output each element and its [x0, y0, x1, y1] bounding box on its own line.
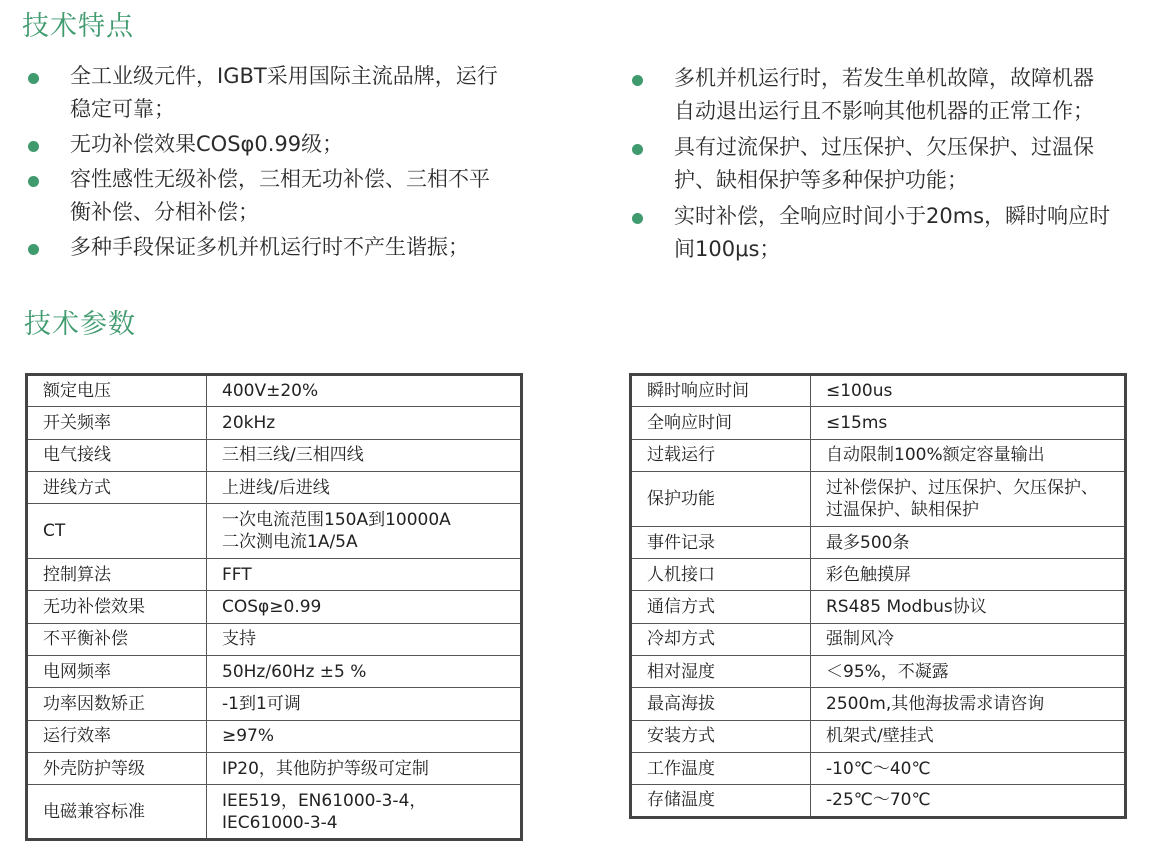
feature-text-line: 全工业级元件，IGBT采用国际主流品牌，运行 — [70, 64, 498, 88]
param-value — [811, 526, 1126, 558]
param-value — [207, 720, 522, 752]
param-value — [207, 688, 522, 720]
param-value-line: 彩色触摸屏 — [826, 564, 911, 585]
table-row — [631, 688, 1126, 720]
feature-text-line: 多机并机运行时，若发生单机故障，故障机器 — [674, 66, 1094, 90]
param-value-line: -10℃～40℃ — [826, 758, 931, 779]
table-row — [631, 720, 1126, 752]
param-name: 电气接线 — [27, 439, 207, 471]
param-value — [207, 471, 522, 503]
param-name: 瞬时响应时间 — [631, 375, 811, 407]
param-value-line: 三相三线/三相四线 — [222, 445, 364, 466]
param-value-line: ≤15ms — [826, 412, 888, 433]
param-value — [811, 591, 1126, 623]
param-value — [811, 720, 1126, 752]
feature-item — [28, 163, 548, 229]
feature-text-line: 护、缺相保护等多种保护功能； — [674, 168, 968, 192]
bullet-icon — [28, 244, 39, 255]
param-value-line: IEE519，EN61000-3-4， — [222, 790, 427, 811]
features-heading: 技术特点 — [22, 11, 134, 42]
param-value — [207, 439, 522, 471]
param-name: 过载运行 — [631, 439, 811, 471]
param-name: 功率因数矫正 — [27, 688, 207, 720]
param-name: 全响应时间 — [631, 407, 811, 439]
param-value — [207, 559, 522, 591]
param-name: CT — [27, 504, 207, 559]
features-list-right — [632, 62, 1147, 269]
table-row — [27, 375, 522, 407]
feature-text-line: 具有过流保护、过压保护、欠压保护、过温保 — [674, 135, 1094, 159]
bullet-icon — [632, 75, 643, 86]
param-name: 人机接口 — [631, 559, 811, 591]
param-value-line: 过温保护、缺相保护 — [826, 499, 979, 520]
param-value-line: 自动限制100%额定容量输出 — [826, 445, 1045, 466]
table-row — [27, 559, 522, 591]
table-row — [27, 504, 522, 559]
table-row — [631, 439, 1126, 471]
param-name: 通信方式 — [631, 591, 811, 623]
param-value-line: 过补偿保护、过压保护、欠压保护、 — [826, 477, 1098, 498]
param-value-line: -25℃～70℃ — [826, 790, 931, 811]
param-name: 电网频率 — [27, 656, 207, 688]
param-value-line: IP20，其他防护等级可定制 — [222, 758, 429, 779]
param-value — [207, 785, 522, 840]
param-value — [207, 752, 522, 784]
param-value — [811, 656, 1126, 688]
feature-text-line: 稳定可靠； — [70, 97, 175, 121]
param-name: 控制算法 — [27, 559, 207, 591]
param-value — [811, 439, 1126, 471]
param-name: 安装方式 — [631, 720, 811, 752]
table-row — [631, 407, 1126, 439]
table-row — [631, 785, 1126, 817]
params-heading: 技术参数 — [24, 309, 136, 340]
table-row — [631, 656, 1126, 688]
param-name: 事件记录 — [631, 526, 811, 558]
param-value-line: 一次电流范围150A到10000A — [222, 510, 451, 531]
param-value-line: RS485 Modbus协议 — [826, 597, 987, 618]
param-value — [207, 504, 522, 559]
param-name: 存储温度 — [631, 785, 811, 817]
feature-item — [28, 60, 548, 126]
param-name: 不平衡补偿 — [27, 623, 207, 655]
param-value — [207, 591, 522, 623]
param-value — [207, 407, 522, 439]
param-value — [811, 752, 1126, 784]
param-name: 额定电压 — [27, 375, 207, 407]
feature-text-line: 自动退出运行且不影响其他机器的正常工作； — [674, 99, 1094, 123]
param-name: 相对湿度 — [631, 656, 811, 688]
feature-item — [632, 200, 1147, 266]
param-value-line: ＜95%，不凝露 — [826, 661, 949, 682]
feature-item — [632, 62, 1147, 128]
feature-item — [632, 131, 1147, 197]
feature-text-line: 无功补偿效果COSφ0.99级； — [70, 132, 344, 156]
param-value-line: 上进线/后进线 — [222, 477, 330, 498]
param-value-line: IEC61000-3-4 — [222, 812, 338, 833]
param-value-line: 二次测电流1A/5A — [222, 532, 358, 553]
feature-text-line: 间100μs； — [674, 237, 781, 261]
param-value-line: 机架式/壁挂式 — [826, 726, 934, 747]
table-row — [631, 591, 1126, 623]
bullet-icon — [28, 176, 39, 187]
param-name: 工作温度 — [631, 752, 811, 784]
feature-item — [28, 128, 548, 161]
param-name: 无功补偿效果 — [27, 591, 207, 623]
table-row — [27, 591, 522, 623]
table-row — [631, 623, 1126, 655]
feature-text-line: 实时补偿，全响应时间小于20ms，瞬时响应时 — [674, 204, 1111, 228]
table-row — [27, 439, 522, 471]
params-table-left — [25, 373, 523, 841]
bullet-icon — [632, 213, 643, 224]
table-row — [631, 471, 1126, 526]
param-value-line: 400V±20% — [222, 381, 319, 402]
params-table-right — [629, 373, 1127, 819]
bullet-icon — [28, 141, 39, 152]
param-value-line: 20kHz — [222, 412, 276, 433]
param-value — [811, 623, 1126, 655]
feature-text-line: 多种手段保证多机并机运行时不产生谐振； — [70, 235, 469, 259]
table-row — [27, 623, 522, 655]
param-value — [811, 407, 1126, 439]
param-value — [207, 623, 522, 655]
table-row — [27, 720, 522, 752]
param-name: 开关频率 — [27, 407, 207, 439]
param-name: 最高海拔 — [631, 688, 811, 720]
param-value-line: COSφ≥0.99 — [222, 597, 322, 618]
param-value — [811, 688, 1126, 720]
param-name: 电磁兼容标准 — [27, 785, 207, 840]
table-row — [27, 407, 522, 439]
param-value — [207, 375, 522, 407]
param-name: 运行效率 — [27, 720, 207, 752]
feature-text-line: 容性感性无级补偿，三相无功补偿、三相不平 — [70, 167, 490, 191]
param-value-line: ≤100us — [826, 381, 893, 402]
param-name: 外壳防护等级 — [27, 752, 207, 784]
param-name: 冷却方式 — [631, 623, 811, 655]
param-value-line: 50Hz/60Hz ±5 % — [222, 661, 367, 682]
table-row — [631, 559, 1126, 591]
table-row — [631, 752, 1126, 784]
table-row — [27, 656, 522, 688]
table-row — [27, 688, 522, 720]
param-name: 进线方式 — [27, 471, 207, 503]
features-list-left — [28, 60, 548, 266]
param-value-line: 最多500条 — [826, 532, 910, 553]
table-row — [631, 526, 1126, 558]
param-value-line: ≥97% — [222, 726, 275, 747]
param-value — [207, 656, 522, 688]
bullet-icon — [632, 144, 643, 155]
param-value — [811, 559, 1126, 591]
feature-item — [28, 231, 548, 264]
param-name: 保护功能 — [631, 471, 811, 526]
param-value-line: -1到1可调 — [222, 694, 301, 715]
param-value — [811, 375, 1126, 407]
param-value-line: 支持 — [222, 629, 256, 650]
param-value-line: FFT — [222, 564, 252, 585]
param-value — [811, 785, 1126, 817]
param-value-line: 2500m,其他海拔需求请咨询 — [826, 694, 1045, 715]
table-row — [631, 375, 1126, 407]
bullet-icon — [28, 73, 39, 84]
table-row — [27, 785, 522, 840]
param-value — [811, 471, 1126, 526]
feature-text-line: 衡补偿、分相补偿； — [70, 200, 259, 224]
param-value-line: 强制风冷 — [826, 629, 894, 650]
table-row — [27, 752, 522, 784]
table-row — [27, 471, 522, 503]
